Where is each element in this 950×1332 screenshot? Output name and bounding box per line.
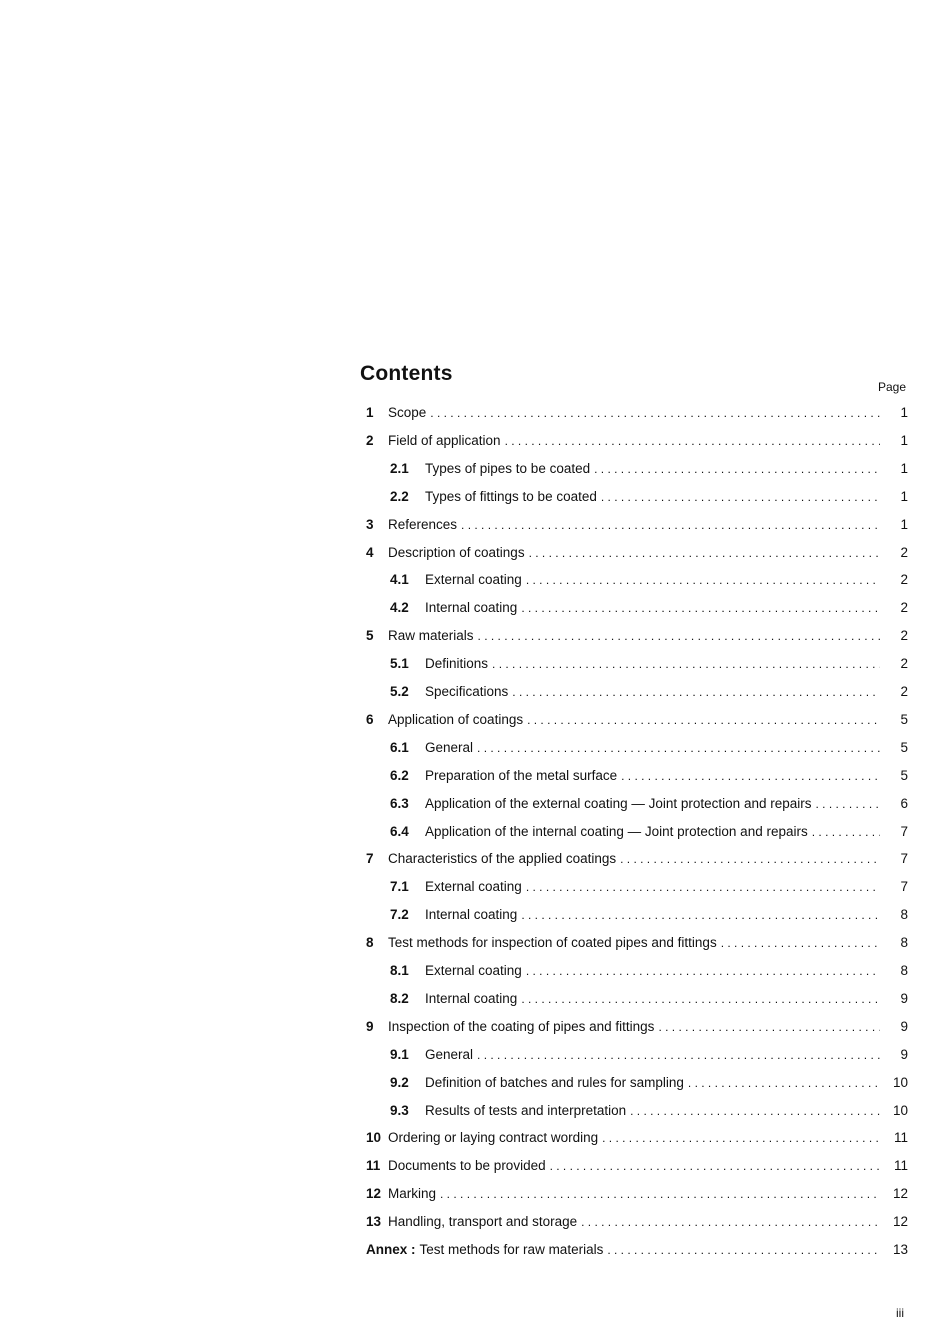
toc-subsection-row[interactable]: [390, 961, 908, 981]
toc-entry-label: Specifications: [425, 684, 509, 699]
toc-section-row[interactable]: [366, 543, 908, 563]
toc-entry-page: 1: [900, 516, 908, 532]
toc-subsection-row[interactable]: [390, 989, 908, 1009]
toc-entry-number: 5: [366, 628, 374, 644]
toc-entry-label: Description of coatings: [388, 544, 525, 560]
toc-section-row[interactable]: [366, 1212, 908, 1232]
toc-subsection-row[interactable]: [390, 877, 908, 897]
toc-section-row[interactable]: [366, 1017, 908, 1037]
toc-entry-label: Preparation of the metal surface: [425, 767, 618, 783]
toc-section-row[interactable]: [366, 515, 908, 535]
toc-section-row[interactable]: [366, 1156, 908, 1176]
toc-subsection-row[interactable]: [390, 1045, 908, 1065]
toc-entry-page: 2: [900, 572, 908, 588]
toc-entry-label: Scope: [388, 405, 427, 420]
toc-entry-number: 3: [366, 516, 374, 532]
toc-entry-number: 2.1: [390, 460, 409, 476]
toc-entry-label: Internal coating: [425, 907, 518, 923]
toc-entry-page: 9: [900, 990, 908, 1006]
toc-subsection-row[interactable]: [390, 459, 908, 479]
toc-entry-page: 9: [900, 1018, 908, 1034]
dot-leader: [658, 1017, 880, 1037]
dot-leader: [688, 1073, 880, 1093]
toc-entry-label: Application of the internal coating — Joint protection and repairs: [425, 823, 808, 839]
annex-title: Test methods for raw materials: [419, 1242, 604, 1257]
toc-entry-number: 9.1: [390, 1046, 409, 1062]
toc-entry-number: 9.3: [390, 1102, 409, 1118]
toc-entry-page: 7: [900, 879, 908, 895]
dot-leader: [526, 877, 880, 897]
toc-entry-page: 8: [900, 963, 908, 978]
toc-entry-number: 8: [366, 935, 374, 951]
toc-entry-number: 6.1: [390, 739, 409, 755]
toc-entry-page: 9: [900, 1046, 908, 1062]
toc-entry-page: 12: [892, 1186, 908, 1202]
annex-page: 13: [892, 1242, 908, 1257]
toc-subsection-row[interactable]: [390, 570, 908, 590]
toc-entry-number: 1: [366, 405, 374, 420]
toc-subsection-row[interactable]: [390, 1101, 908, 1121]
toc-entry-number: 8.2: [390, 990, 409, 1006]
toc-entry-page: 8: [900, 935, 908, 951]
toc-section-row[interactable]: [366, 849, 908, 869]
toc-entry-label: Results of tests and interpretation: [425, 1102, 627, 1118]
dot-leader: [721, 933, 880, 953]
dot-leader: [521, 598, 880, 618]
toc-entry-page: 2: [900, 544, 908, 560]
toc-entry-page: 11: [893, 1158, 908, 1174]
toc-subsection-row[interactable]: [390, 654, 908, 674]
toc-subsection-row[interactable]: [390, 794, 908, 814]
toc-entry-number: 2: [366, 432, 374, 448]
toc-entry-page: 10: [892, 1102, 908, 1118]
dot-leader: [601, 487, 880, 507]
dot-leader: [621, 766, 880, 786]
toc-entry-number: 6.3: [390, 795, 409, 811]
toc-entry-label: Marking: [388, 1186, 437, 1202]
toc-entry-label: Application of the external coating — Joint protection and repairs: [425, 795, 812, 811]
toc-entry-number: 6.2: [390, 767, 409, 783]
toc-entry-label: External coating: [425, 963, 522, 978]
toc-entry-page: 5: [900, 739, 908, 755]
dot-leader: [529, 543, 880, 563]
toc-entry-page: 7: [900, 851, 908, 867]
page-number: iii: [896, 1306, 904, 1320]
toc-subsection-row[interactable]: [390, 487, 908, 507]
toc-entry-number: 13: [366, 1214, 382, 1230]
toc-entry-number: 5.2: [390, 684, 409, 699]
toc-subsection-row[interactable]: [390, 738, 908, 758]
dot-leader: [477, 1045, 880, 1065]
dot-leader: [512, 682, 880, 702]
toc-entry-page: 6: [900, 795, 908, 811]
dot-leader: [630, 1101, 880, 1121]
toc-entry-number: 8.1: [390, 963, 409, 978]
toc-entry-label: Types of pipes to be coated: [425, 460, 591, 476]
toc-entry-label: Field of application: [388, 432, 501, 448]
toc-entry-page: 1: [900, 432, 908, 448]
toc-entry-number: 4.1: [390, 572, 409, 588]
dot-leader: [550, 1156, 880, 1176]
toc-entry-number: 5.1: [390, 656, 409, 672]
toc-entry-page: 11: [893, 1130, 908, 1146]
toc-section-row[interactable]: [366, 626, 908, 646]
toc-entry-label: External coating: [425, 879, 522, 895]
toc-entry-page: 8: [900, 907, 908, 923]
toc-entry-number: 7.2: [390, 907, 409, 923]
toc-entry-label: Raw materials: [388, 628, 474, 644]
dot-leader: [526, 961, 880, 981]
toc-entry-label: General: [425, 739, 474, 755]
dot-leader: [461, 515, 880, 535]
toc-entry-label: Characteristics of the applied coatings: [388, 851, 617, 867]
toc-entry-number: 6.4: [390, 823, 409, 839]
dot-leader: [477, 738, 880, 758]
toc-entry-page: 2: [900, 628, 908, 644]
toc-entry-label: Definition of batches and rules for sampling: [425, 1074, 684, 1090]
dot-leader: [527, 710, 880, 730]
toc-entry-label: Documents to be provided: [388, 1158, 546, 1174]
toc-subsection-row[interactable]: [390, 766, 908, 786]
toc-entry-label: External coating: [425, 572, 522, 588]
toc-entry-label: Ordering or laying contract wording: [388, 1130, 599, 1146]
toc-entry-number: 11: [366, 1158, 381, 1174]
contents-title: Contents: [360, 362, 453, 385]
toc-entry-label: Internal coating: [425, 990, 518, 1006]
annex-label: Annex :: [366, 1242, 416, 1257]
toc-entry-label: Internal coating: [425, 600, 518, 616]
toc-section-row[interactable]: [366, 710, 908, 730]
toc-entry-number: 4: [366, 544, 374, 560]
toc-annex-row[interactable]: [366, 1240, 908, 1260]
toc-entry-label: Inspection of the coating of pipes and fittings: [388, 1018, 655, 1034]
toc-section-row[interactable]: [366, 1128, 908, 1148]
toc-section-row[interactable]: [366, 431, 908, 451]
toc-section-row[interactable]: [366, 403, 908, 423]
toc-entry-page: 2: [900, 684, 908, 699]
toc-entry-page: 5: [900, 767, 908, 783]
dot-leader: [607, 1240, 880, 1260]
toc-entry-label: Test methods for inspection of coated pipes and fittings: [388, 935, 717, 951]
page-column-header: Page: [877, 380, 906, 394]
dot-leader: [521, 905, 880, 925]
toc-entry-page: 1: [900, 405, 908, 420]
toc-entry-number: 10: [366, 1130, 382, 1146]
dot-leader: [602, 1128, 880, 1148]
toc-entry-page: 5: [900, 711, 908, 727]
dot-leader: [526, 570, 880, 590]
toc-entry-number: 7.1: [390, 879, 409, 895]
toc-entry-number: 7: [366, 851, 374, 867]
toc-entry-page: 2: [900, 656, 908, 672]
toc-entry-label: Definitions: [425, 656, 489, 672]
toc-entry-page: 10: [892, 1074, 908, 1090]
toc-entry-page: 1: [900, 460, 908, 476]
toc-entry-page: 1: [900, 488, 908, 504]
dot-leader: [620, 849, 880, 869]
toc-entry-number: 2.2: [390, 488, 409, 504]
toc-entry-number: 9: [366, 1018, 374, 1034]
dot-leader: [594, 459, 880, 479]
toc-subsection-row[interactable]: [390, 1073, 908, 1093]
toc-subsection-row[interactable]: [390, 598, 908, 618]
toc-subsection-row[interactable]: [390, 682, 908, 702]
toc-subsection-row[interactable]: [390, 822, 908, 842]
toc-entry-number: 12: [366, 1186, 382, 1202]
toc-entry-label: Types of fittings to be coated: [425, 488, 597, 504]
dot-leader: [478, 626, 880, 646]
dot-leader: [505, 431, 880, 451]
toc-section-row[interactable]: [366, 933, 908, 953]
dot-leader: [492, 654, 880, 674]
dot-leader: [581, 1212, 880, 1232]
toc-subsection-row[interactable]: [390, 905, 908, 925]
toc-entry-page: 2: [900, 600, 908, 616]
toc-entry-label: Handling, transport and storage: [388, 1214, 578, 1230]
toc-entry-number: 4.2: [390, 600, 409, 616]
dot-leader: [812, 822, 880, 842]
toc-entry-label: General: [425, 1046, 474, 1062]
dot-leader: [440, 1184, 880, 1204]
toc-entry-label: References: [388, 516, 458, 532]
toc-entry-page: 7: [900, 823, 908, 839]
toc-entry-number: 6: [366, 711, 374, 727]
toc-entry-number: 9.2: [390, 1074, 409, 1090]
toc-entry-label: Application of coatings: [388, 711, 524, 727]
toc-section-row[interactable]: [366, 1184, 908, 1204]
dot-leader: [430, 403, 880, 423]
toc-entry-page: 12: [892, 1214, 908, 1230]
dot-leader: [815, 794, 880, 814]
dot-leader: [521, 989, 880, 1009]
